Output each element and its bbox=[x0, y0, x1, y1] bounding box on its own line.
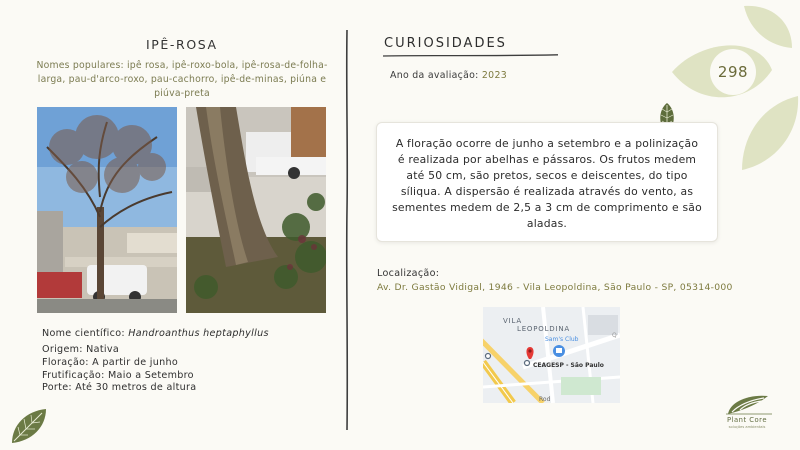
curiosities-card bbox=[376, 122, 718, 242]
map-district-line1: VILA bbox=[503, 317, 522, 325]
size-row: Porte: Até 30 metros de altura bbox=[42, 382, 197, 393]
species-title: IPÊ-ROSA bbox=[146, 37, 218, 52]
leaf-shape-lower bbox=[742, 96, 798, 170]
location-map[interactable] bbox=[483, 307, 620, 403]
popular-names: Nomes populares: ipê rosa, ipê-roxo-bola, ipê-rosa-de-folha-larga, pau-d'arco-roxo, pau-cachorro, ipê-de-minas, piúna e piúva-preta bbox=[36, 60, 328, 99]
title-underline bbox=[383, 54, 558, 57]
leaf-shape-upper bbox=[744, 6, 792, 48]
fruiting-row: Frutificação: Maio a Setembro bbox=[42, 370, 194, 381]
scientific-name-row bbox=[42, 328, 269, 339]
scientific-name-value: Handroanthus heptaphyllus bbox=[128, 328, 269, 339]
evaluation-year-row bbox=[390, 70, 507, 81]
brand-logo bbox=[718, 392, 778, 416]
flowering-row: Floração: A partir de junho bbox=[42, 357, 179, 368]
page-number-badge: 298 bbox=[710, 49, 756, 95]
curiosities-text: A floração ocorre de junho a setembro e a polinização é realizada por abelhas e pássaros. Os frutos medem até 50 cm, são pretos, secos e deiscentes, do tipo síliqua. A dispersão é realizada através do vento, as sementes medem de 2,5 a 3 cm de comprimento e são aladas. bbox=[392, 137, 702, 230]
brand-tagline: soluções ambientais bbox=[728, 425, 766, 429]
map-place-sams: Sam's Club bbox=[545, 336, 579, 343]
location-label: Localização: bbox=[377, 268, 440, 279]
vertical-divider bbox=[345, 30, 349, 430]
origin-row: Origem: Nativa bbox=[42, 344, 120, 355]
tree-photo bbox=[37, 107, 177, 313]
evaluation-year-value: 2023 bbox=[481, 70, 507, 81]
leaf-icon-bottom-left bbox=[8, 405, 50, 447]
evaluation-year-label: Ano da avaliação: bbox=[390, 70, 482, 81]
map-district-line2: LEOPOLDINA bbox=[517, 325, 570, 333]
location-address: Av. Dr. Gastão Vidigal, 1946 - Vila Leopoldina, São Paulo - SP, 05314-000 bbox=[377, 282, 733, 293]
scientific-name-label: Nome científico: bbox=[42, 328, 129, 339]
map-street-label: Rod bbox=[539, 396, 551, 403]
brand-name: Plant Core bbox=[726, 416, 768, 424]
trunk-photo bbox=[186, 107, 326, 313]
map-place-ceagesp: CEAGESP - São Paulo bbox=[533, 362, 604, 369]
curiosities-title: CURIOSIDADES bbox=[384, 36, 507, 51]
map-edge-label: Q bbox=[612, 332, 617, 339]
